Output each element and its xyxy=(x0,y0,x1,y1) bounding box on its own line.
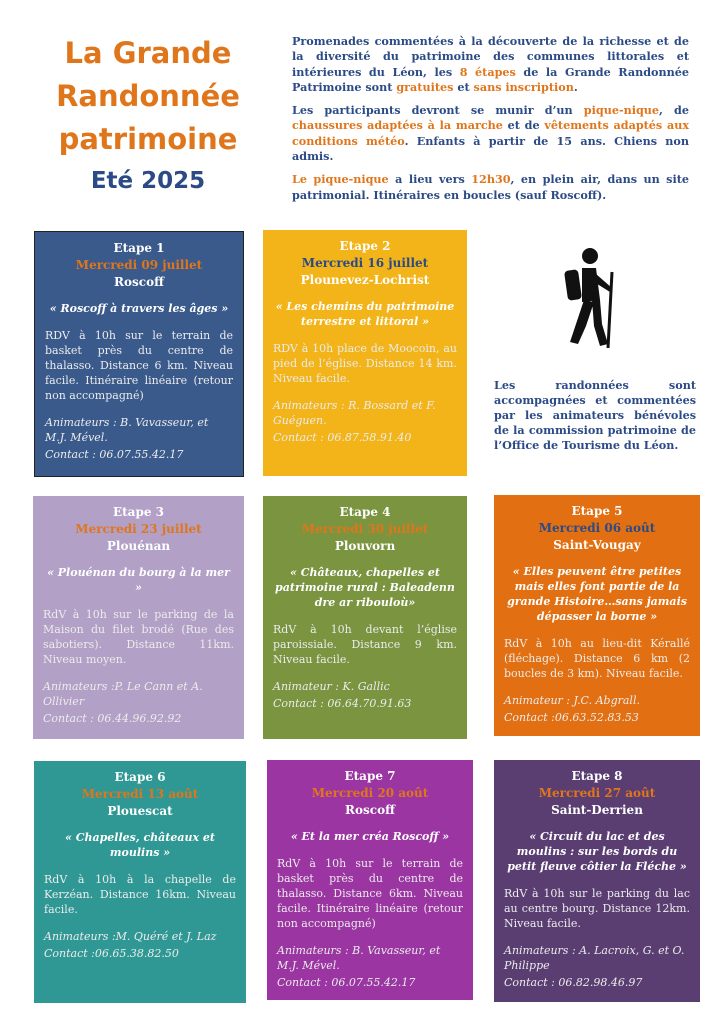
paragraph-text: , de xyxy=(659,103,689,118)
title-line-3: patrimoine xyxy=(58,122,238,156)
side-note: Les randonnées sont accompagnées et commentées par les animateurs bénévoles de la commission patrimoine de l’Office de Tourisme du Léon. xyxy=(494,378,696,452)
stage-meeting-info: RDV à 10h place de Moocoin, au pied de l’église. Distance 14 km. Niveau facile. xyxy=(273,342,457,385)
paragraph-text: de la Grande Randonnée Patrimoine sont xyxy=(292,64,690,94)
stage-date: Mercredi 16 juillet xyxy=(301,256,429,270)
stage-place: Saint-Vougay xyxy=(553,538,641,552)
intro-text xyxy=(292,34,689,211)
stage-number: Etape 2 xyxy=(339,239,391,253)
stage-contact: Contact : 06.82.98.46.97 xyxy=(504,976,643,989)
stage-date: Mercredi 27 août xyxy=(538,786,656,800)
hiker-icon xyxy=(556,244,628,352)
stage-guides: Animateurs : B. Vavasseur, et M.J. Mével. xyxy=(277,944,441,972)
intro-paragraph-1 xyxy=(292,34,689,95)
paragraph-text: et xyxy=(453,79,474,94)
highlight-text: Le pique-nique xyxy=(292,172,389,187)
stage-card-3 xyxy=(33,496,244,739)
stage-theme: « Les chemins du patrimoine terrestre et littoral » xyxy=(275,300,455,328)
stage-contact: Contact : 06.87.58.91.40 xyxy=(273,431,412,444)
stage-guides: Animateur : J.C. Abgrall. xyxy=(504,694,640,707)
stage-contact: Contact : 06.44.96.92.92 xyxy=(43,712,182,725)
title-block xyxy=(30,32,266,197)
stage-meeting-info: RdV à 10h sur le parking du lac au centre bourg. Distance 12km. Niveau facile. xyxy=(504,887,690,930)
stage-card-8 xyxy=(494,760,700,1002)
stage-number: Etape 8 xyxy=(571,769,623,783)
intro-paragraph-3 xyxy=(292,172,689,203)
stage-date: Mercredi 30 juillet xyxy=(301,522,429,536)
stage-card-1 xyxy=(34,231,244,477)
stage-place: Plounevez-Lochrist xyxy=(300,273,430,287)
stage-date: Mercredi 23 juillet xyxy=(75,522,202,536)
stage-number: Etape 7 xyxy=(344,769,396,783)
stage-theme: « Roscoff à travers les âges » xyxy=(49,302,229,315)
stage-card-4 xyxy=(263,496,467,739)
paragraph-text: Promenades commentées à la découverte de la richesse et de la diversité du patrimoine des communes littorales et intérieures du Léon, les xyxy=(292,34,689,79)
title-line-2: Randonnée xyxy=(56,79,240,113)
highlight-text: vêtements adaptés aux conditions météo xyxy=(292,118,689,148)
stage-date: Mercredi 13 août xyxy=(81,787,199,801)
stage-guides: Animateurs : B. Vavasseur, et M.J. Mével. xyxy=(45,416,209,444)
stage-guides: Animateurs : A. Lacroix, G. et O. Philippe xyxy=(504,944,685,972)
title-line-1: La Grande xyxy=(64,36,232,70)
stage-meeting-info: RdV à 10h à la chapelle de Kerzéan. Distance 16km. Niveau facile. xyxy=(44,873,236,916)
paragraph-text: a lieu vers xyxy=(388,172,472,187)
stage-card-6 xyxy=(34,761,246,1003)
stage-meeting-info: RdV à 10h sur le terrain de basket près du centre de thalasso. Distance 6km. Niveau facile. Itinéraire linéaire (retour non accompagné) xyxy=(277,857,463,930)
stage-contact: Contact : 06.07.55.42.17 xyxy=(277,976,416,989)
highlight-text: sans inscription xyxy=(473,79,574,94)
stage-date: Mercredi 20 août xyxy=(311,786,429,800)
stage-card-5 xyxy=(494,495,700,736)
stage-contact: Contact :06.65.38.82.50 xyxy=(44,947,179,960)
stage-place: Plouénan xyxy=(106,539,171,553)
stage-meeting-info: RdV à 10h au lieu-dit Kérallé (fléchage). Distance 6 km (2 boucles de 3 km). Niveau facile. xyxy=(504,637,690,680)
stage-number: Etape 4 xyxy=(339,505,391,519)
stage-guides: Animateur : K. Gallic xyxy=(273,680,390,693)
stage-meeting-info: RdV à 10h sur le parking de la Maison du filet brodé (Rue des sabotiers). Distance 11km. Niveau moyen. xyxy=(43,608,234,666)
stage-contact: Contact : 06.07.55.42.17 xyxy=(45,448,184,461)
highlight-text: gratuites xyxy=(396,79,454,94)
highlight-text: 12h30 xyxy=(471,172,511,187)
stage-date: Mercredi 09 juillet xyxy=(75,258,203,272)
paragraph-text: . Enfants à partir de 15 ans. Chiens non admis. xyxy=(292,133,689,164)
stage-contact: Contact : 06.64.70.91.63 xyxy=(273,697,412,710)
paragraph-text: et de xyxy=(502,118,545,133)
stage-card-2 xyxy=(263,230,467,476)
stage-place: Plouescat xyxy=(107,804,173,818)
paragraph-text: Les participants devront se munir d’un xyxy=(292,103,584,118)
highlight-text: chaussures adaptées à la marche xyxy=(292,118,503,133)
stage-guides: Animateurs : R. Bossard et F. Guéguen. xyxy=(273,399,436,427)
stage-place: Roscoff xyxy=(114,275,164,289)
highlight-text: 8 étapes xyxy=(459,64,516,79)
stage-contact: Contact :06.63.52.83.53 xyxy=(504,711,639,724)
stage-date: Mercredi 06 août xyxy=(538,521,656,535)
stage-place: Roscoff xyxy=(345,803,395,817)
subtitle: Eté 2025 xyxy=(90,168,206,194)
stage-guides: Animateurs :M. Quéré et J. Laz xyxy=(44,930,217,943)
stage-theme: « Chapelles, châteaux et moulins » xyxy=(65,831,215,859)
stage-meeting-info: RdV à 10h devant l’église paroissiale. Distance 9 km. Niveau facile. xyxy=(273,623,457,666)
stage-number: Etape 1 xyxy=(113,241,165,255)
stage-place: Plouvorn xyxy=(334,539,396,553)
stage-theme: « Et la mer créa Roscoff » xyxy=(290,830,450,843)
stage-card-7 xyxy=(267,760,473,1000)
stage-place: Saint-Derrien xyxy=(551,803,643,817)
stage-number: Etape 3 xyxy=(112,505,165,519)
intro-paragraph-2 xyxy=(292,103,689,164)
paragraph-text: . xyxy=(573,79,578,94)
paragraph-text: , en plein air, dans un site patrimonial. Itinéraires en boucles (sauf Roscoff). xyxy=(292,172,689,202)
stage-number: Etape 5 xyxy=(571,504,623,518)
stage-theme: « Circuit du lac et des moulins : sur les bords du petit fleuve côtier la Fléche » xyxy=(507,830,687,873)
stage-guides: Animateurs :P. Le Cann et A. Ollivier xyxy=(43,680,203,708)
stage-theme: « Châteaux, chapelles et patrimoine rural : Baleadenn dre ar ribouloù» xyxy=(275,566,455,609)
stage-meeting-info: RDV à 10h sur le terrain de basket près du centre de thalasso. Distance 6 km. Niveau facile. Itinéraire linéaire (retour non accompagné) xyxy=(45,329,233,402)
stage-theme: « Plouénan du bourg à la mer » xyxy=(47,566,230,594)
highlight-text: pique-nique xyxy=(583,103,660,118)
stage-number: Etape 6 xyxy=(114,770,166,784)
stage-theme: « Elles peuvent être petites mais elles font partie de la grande Histoire…sans jamais dépasser la borne » xyxy=(507,565,687,623)
